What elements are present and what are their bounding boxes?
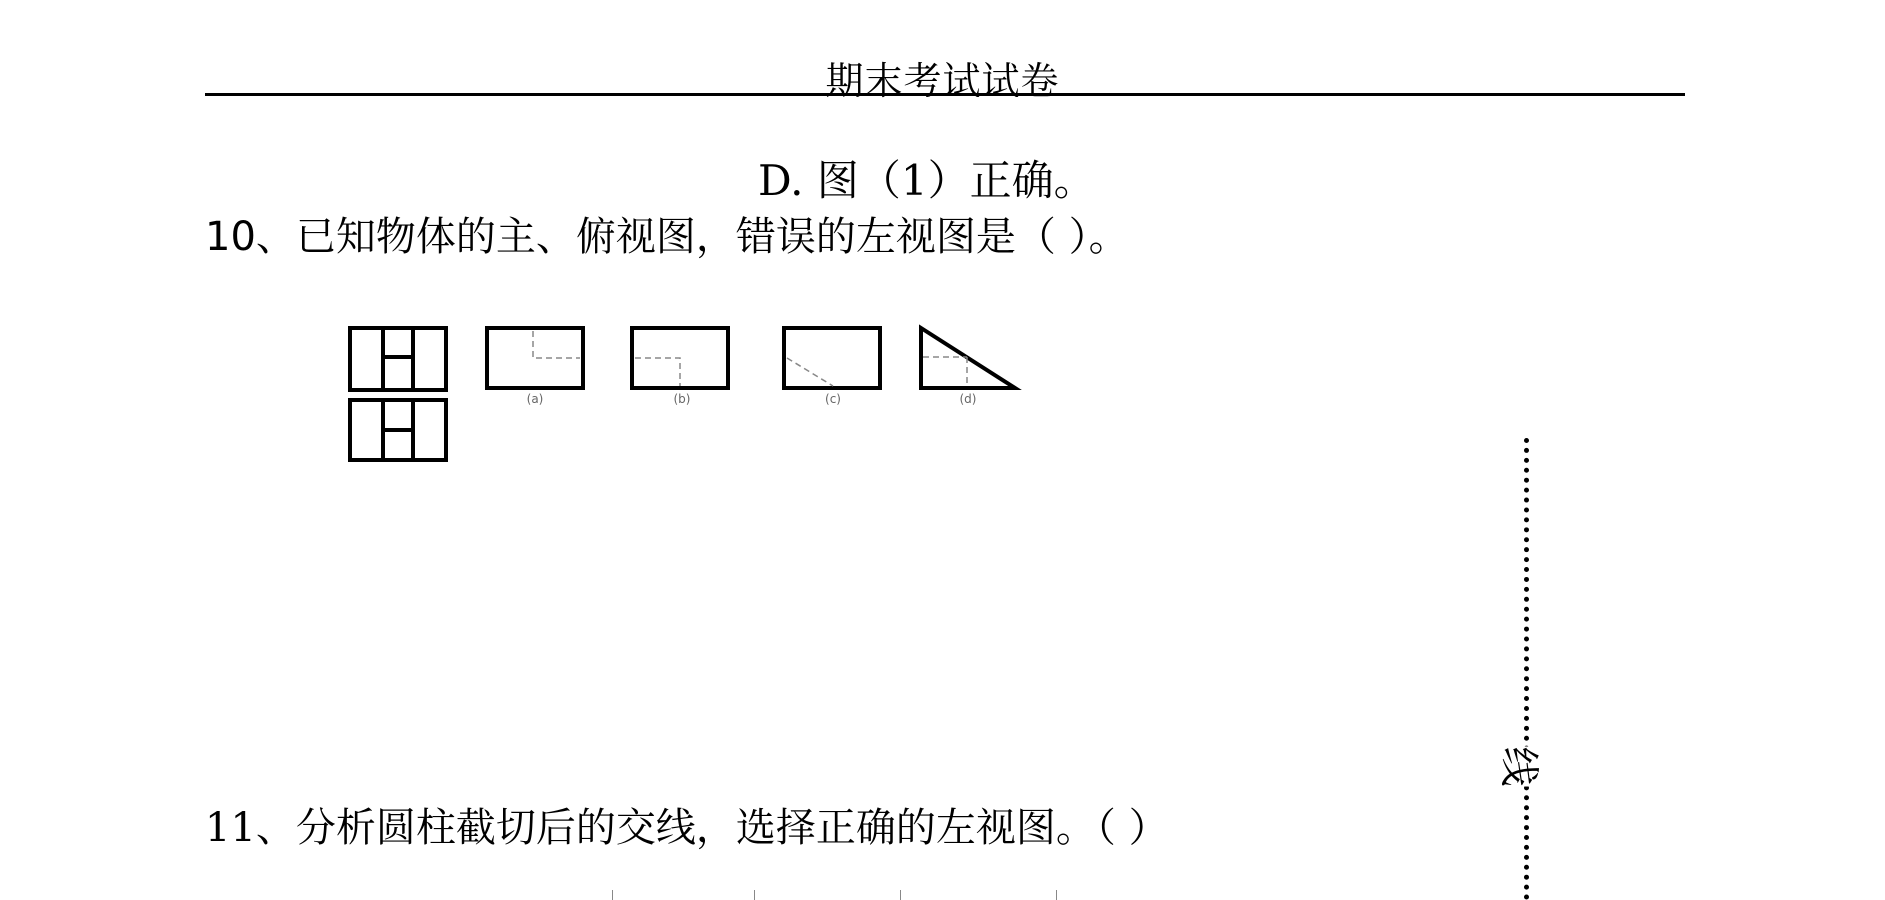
figure-tick: [754, 890, 755, 900]
option-a-label: (a): [526, 392, 544, 406]
binding-dotted-line: [1524, 438, 1529, 900]
option-d-label: (d): [959, 392, 977, 406]
figure-tick: [1056, 890, 1057, 900]
page-title: 期末考试试卷: [825, 59, 1060, 103]
option-c-drawing: [784, 328, 880, 388]
option-b-drawing: [632, 328, 728, 388]
figure-tick: [900, 890, 901, 900]
binding-line-label: 线: [1492, 747, 1553, 787]
question-10-text: 10、已知物体的主、俯视图，错误的左视图是（ ）。: [205, 214, 1129, 260]
option-d-text: D. 图（1）正确。: [758, 156, 1096, 205]
figure-tick: [612, 890, 613, 900]
question-11-text: 11、分析圆柱截切后的交线，选择正确的左视图。（ ）: [205, 805, 1169, 851]
option-b-label: (b): [673, 392, 691, 406]
top-view-drawing: [350, 400, 446, 460]
option-a-drawing: [487, 328, 583, 388]
option-c-label: (c): [825, 392, 841, 406]
front-view-drawing: [350, 328, 446, 390]
option-d-drawing: [921, 328, 1015, 388]
